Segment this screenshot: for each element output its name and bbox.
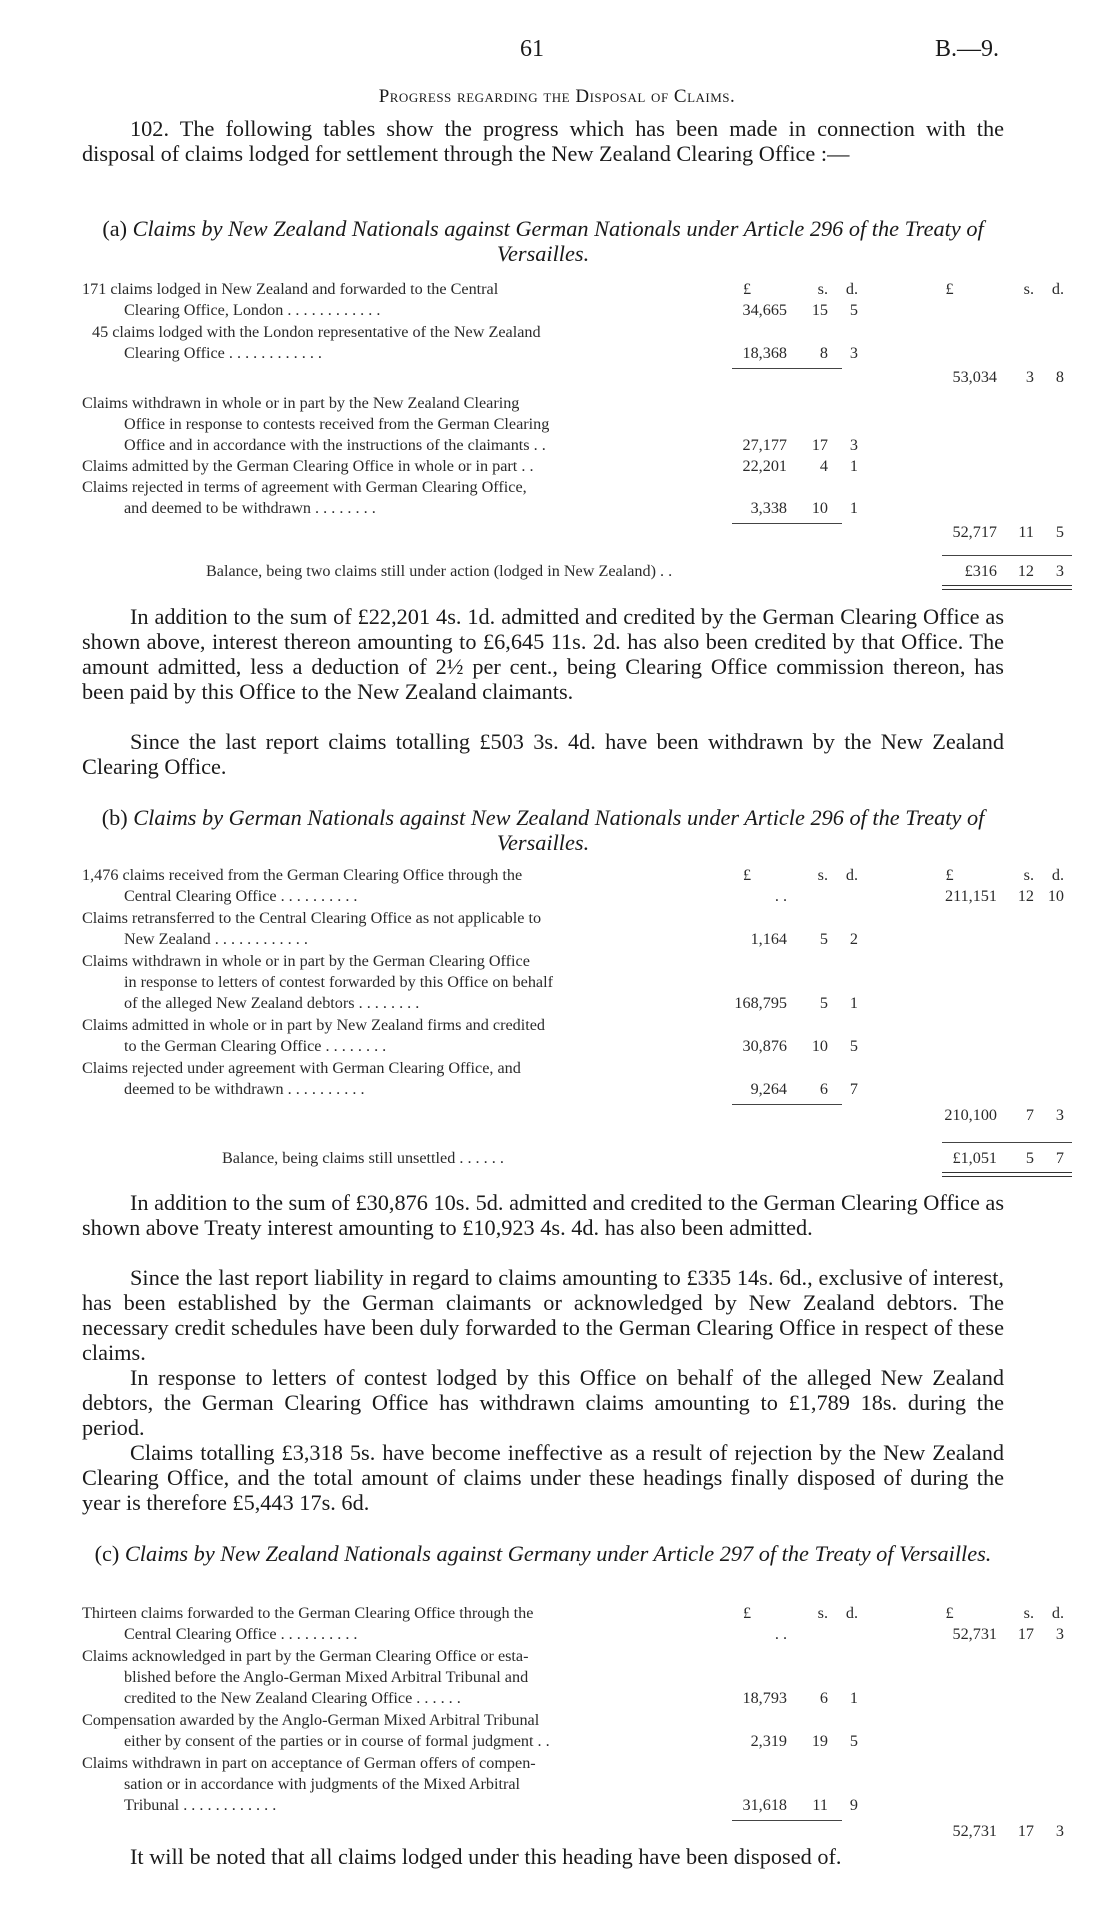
- table-row: and deemed to be withdrawn . . . . . . . . 3,338 10 1: [124, 499, 858, 517]
- table-row: Claims admitted in whole or in part by New Zealand firms and credited: [82, 1016, 546, 1034]
- balance-row: Balance, being claims still unsettled . . . . . . £1,051 5 7: [222, 1149, 1064, 1167]
- table-row: Claims withdrawn in whole or in part by the German Clearing Office: [82, 952, 530, 970]
- table-row: Compensation awarded by the Anglo-German Mixed Arbitral Tribunal: [82, 1711, 540, 1729]
- table-row: Central Clearing Office . . . . . . . . . . . . 211,151 12 10: [124, 887, 1064, 905]
- paragraph-a2: Since the last report claims totalling £503 3s. 4d. have been withdrawn by the New Zealand Clearing Office.: [82, 729, 1004, 779]
- table-row: Claims rejected under agreement with German Clearing Office, and: [82, 1059, 521, 1077]
- paragraph-b1: In addition to the sum of £30,876 10s. 5d. admitted and credited to the German Clearing Office as shown above Treaty interest amounting to £10,923 4s. 4d. has also been admitted.: [82, 1190, 1004, 1240]
- table-row: New Zealand . . . . . . . . . . . . 1,164 5 2: [124, 930, 858, 948]
- paragraph-b4: Claims totalling £3,318 5s. have become ineffective as a result of rejection by the New Zealand Clearing Office, and the total amount of claims under these headings finally disposed of during the year is therefore £5,443 17s. 6d.: [82, 1440, 1004, 1515]
- table-row: Central Clearing Office . . . . . . . . . . . . 52,731 17 3: [124, 1625, 1064, 1643]
- table-row: in response to letters of contest forwarded by this Office on behalf: [124, 973, 553, 991]
- rule: [942, 555, 1072, 556]
- document-reference: B.—9.: [935, 36, 1000, 62]
- table-row: of the alleged New Zealand debtors . . . . . . . . 168,795 5 1: [124, 994, 858, 1012]
- table-row: Claims withdrawn in part on acceptance of German offers of compen-: [82, 1754, 536, 1772]
- table-row: Clearing Office, London . . . . . . . . . . . . 34,665 15 5: [124, 301, 858, 319]
- table-a-header: £ s. d. £ s. d.: [742, 280, 1064, 298]
- section-heading: Progress regarding the Disposal of Claims.: [378, 86, 736, 107]
- intro-paragraph: 102. The following tables show the progress which has been made in connection with the disposal of claims lodged for settlement through the New Zealand Clearing Office :—: [82, 116, 1004, 166]
- table-row: blished before the Anglo-German Mixed Arbitral Tribunal and: [124, 1668, 529, 1686]
- page-number: 61: [520, 36, 544, 62]
- table-b-header: 1,476 claims received from the German Clearing Office through the £ s. d. £ s. d.: [82, 866, 1064, 884]
- subtotal-row: 53,034 3 8: [952, 368, 1064, 386]
- balance-row: Balance, being two claims still under action (lodged in New Zealand) . . £316 12 3: [206, 562, 1064, 580]
- table-row: credited to the New Zealand Clearing Office . . . . . . 18,793 6 1: [124, 1689, 858, 1707]
- subtotal-row: 210,100 7 3: [944, 1106, 1064, 1124]
- table-row: 45 claims lodged with the London representative of the New Zealand: [92, 323, 541, 341]
- paragraph-a1: In addition to the sum of £22,201 4s. 1d. admitted and credited by the German Clearing Office as shown above, interest thereon amounting to £6,645 11s. 2d. has also been credited by that Office. The amount admitted, less a deduction of 2½ per cent., being Clearing Office commission thereon, has been paid by this Office to the New Zealand claimants.: [82, 604, 1004, 704]
- table-row: either by consent of the parties or in course of formal judgment . . 2,319 19 5: [124, 1732, 858, 1750]
- subtotal-row: 52,731 17 3: [952, 1822, 1064, 1840]
- caption-c: (c) Claims by New Zealand Nationals against Germany under Article 297 of the Treaty of Versailles.: [94, 1541, 992, 1566]
- table-row: to the German Clearing Office . . . . . . . . 30,876 10 5: [124, 1037, 858, 1055]
- caption-b: (b) Claims by German Nationals against New Zealand Nationals under Article 296 of the Treaty of Versailles.: [101, 805, 985, 855]
- closing-paragraph: It will be noted that all claims lodged under this heading have been disposed of.: [130, 1844, 842, 1869]
- double-rule: [942, 585, 1072, 590]
- rule: [732, 1820, 842, 1821]
- double-rule: [942, 1172, 1072, 1177]
- table-row: Claims admitted by the German Clearing Office in whole or in part . . 22,201 4 1: [82, 457, 858, 475]
- rule: [942, 1142, 1072, 1143]
- table-c-header: Thirteen claims forwarded to the German Clearing Office through the £ s. d. £ s. d.: [82, 1604, 1064, 1622]
- table-row: Claims acknowledged in part by the German Clearing Office or esta-: [82, 1647, 529, 1665]
- paragraph-b3: In response to letters of contest lodged by this Office on behalf of the alleged New Zealand debtors, the German Clearing Office has withdrawn claims amounting to £1,789 18s. during the period.: [82, 1365, 1004, 1440]
- table-row: Office in response to contests received from the German Clearing: [124, 415, 550, 433]
- table-row: Claims rejected in terms of agreement with German Clearing Office,: [82, 478, 527, 496]
- table-row: Claims withdrawn in whole or in part by the New Zealand Clearing: [82, 394, 520, 412]
- table-row: Office and in accordance with the instructions of the claimants . . 27,177 17 3: [124, 436, 858, 454]
- paragraph-b2: Since the last report liability in regard to claims amounting to £335 14s. 6d., exclusive of interest, has been established by the German claimants or acknowledged by New Zealand debtors. The necessary credit schedules have been duly forwarded to the German Clearing Office in respect of these claims.: [82, 1265, 1004, 1365]
- table-row: Claims retransferred to the Central Clearing Office as not applicable to: [82, 909, 542, 927]
- table-row: 171 claims lodged in New Zealand and forwarded to the Central: [82, 280, 499, 298]
- rule: [732, 1104, 842, 1105]
- table-row: sation or in accordance with judgments of the Mixed Arbitral: [124, 1775, 521, 1793]
- caption-a: (a) Claims by New Zealand Nationals against German Nationals under Article 296 of the Treaty of Versailles.: [102, 216, 984, 266]
- table-row: deemed to be withdrawn . . . . . . . . . . 9,264 6 7: [124, 1080, 858, 1098]
- subtotal-row: 52,717 11 5: [952, 523, 1064, 541]
- table-row: Tribunal . . . . . . . . . . . . 31,618 11 9: [124, 1796, 858, 1814]
- table-row: Clearing Office . . . . . . . . . . . . 18,368 8 3: [124, 344, 858, 362]
